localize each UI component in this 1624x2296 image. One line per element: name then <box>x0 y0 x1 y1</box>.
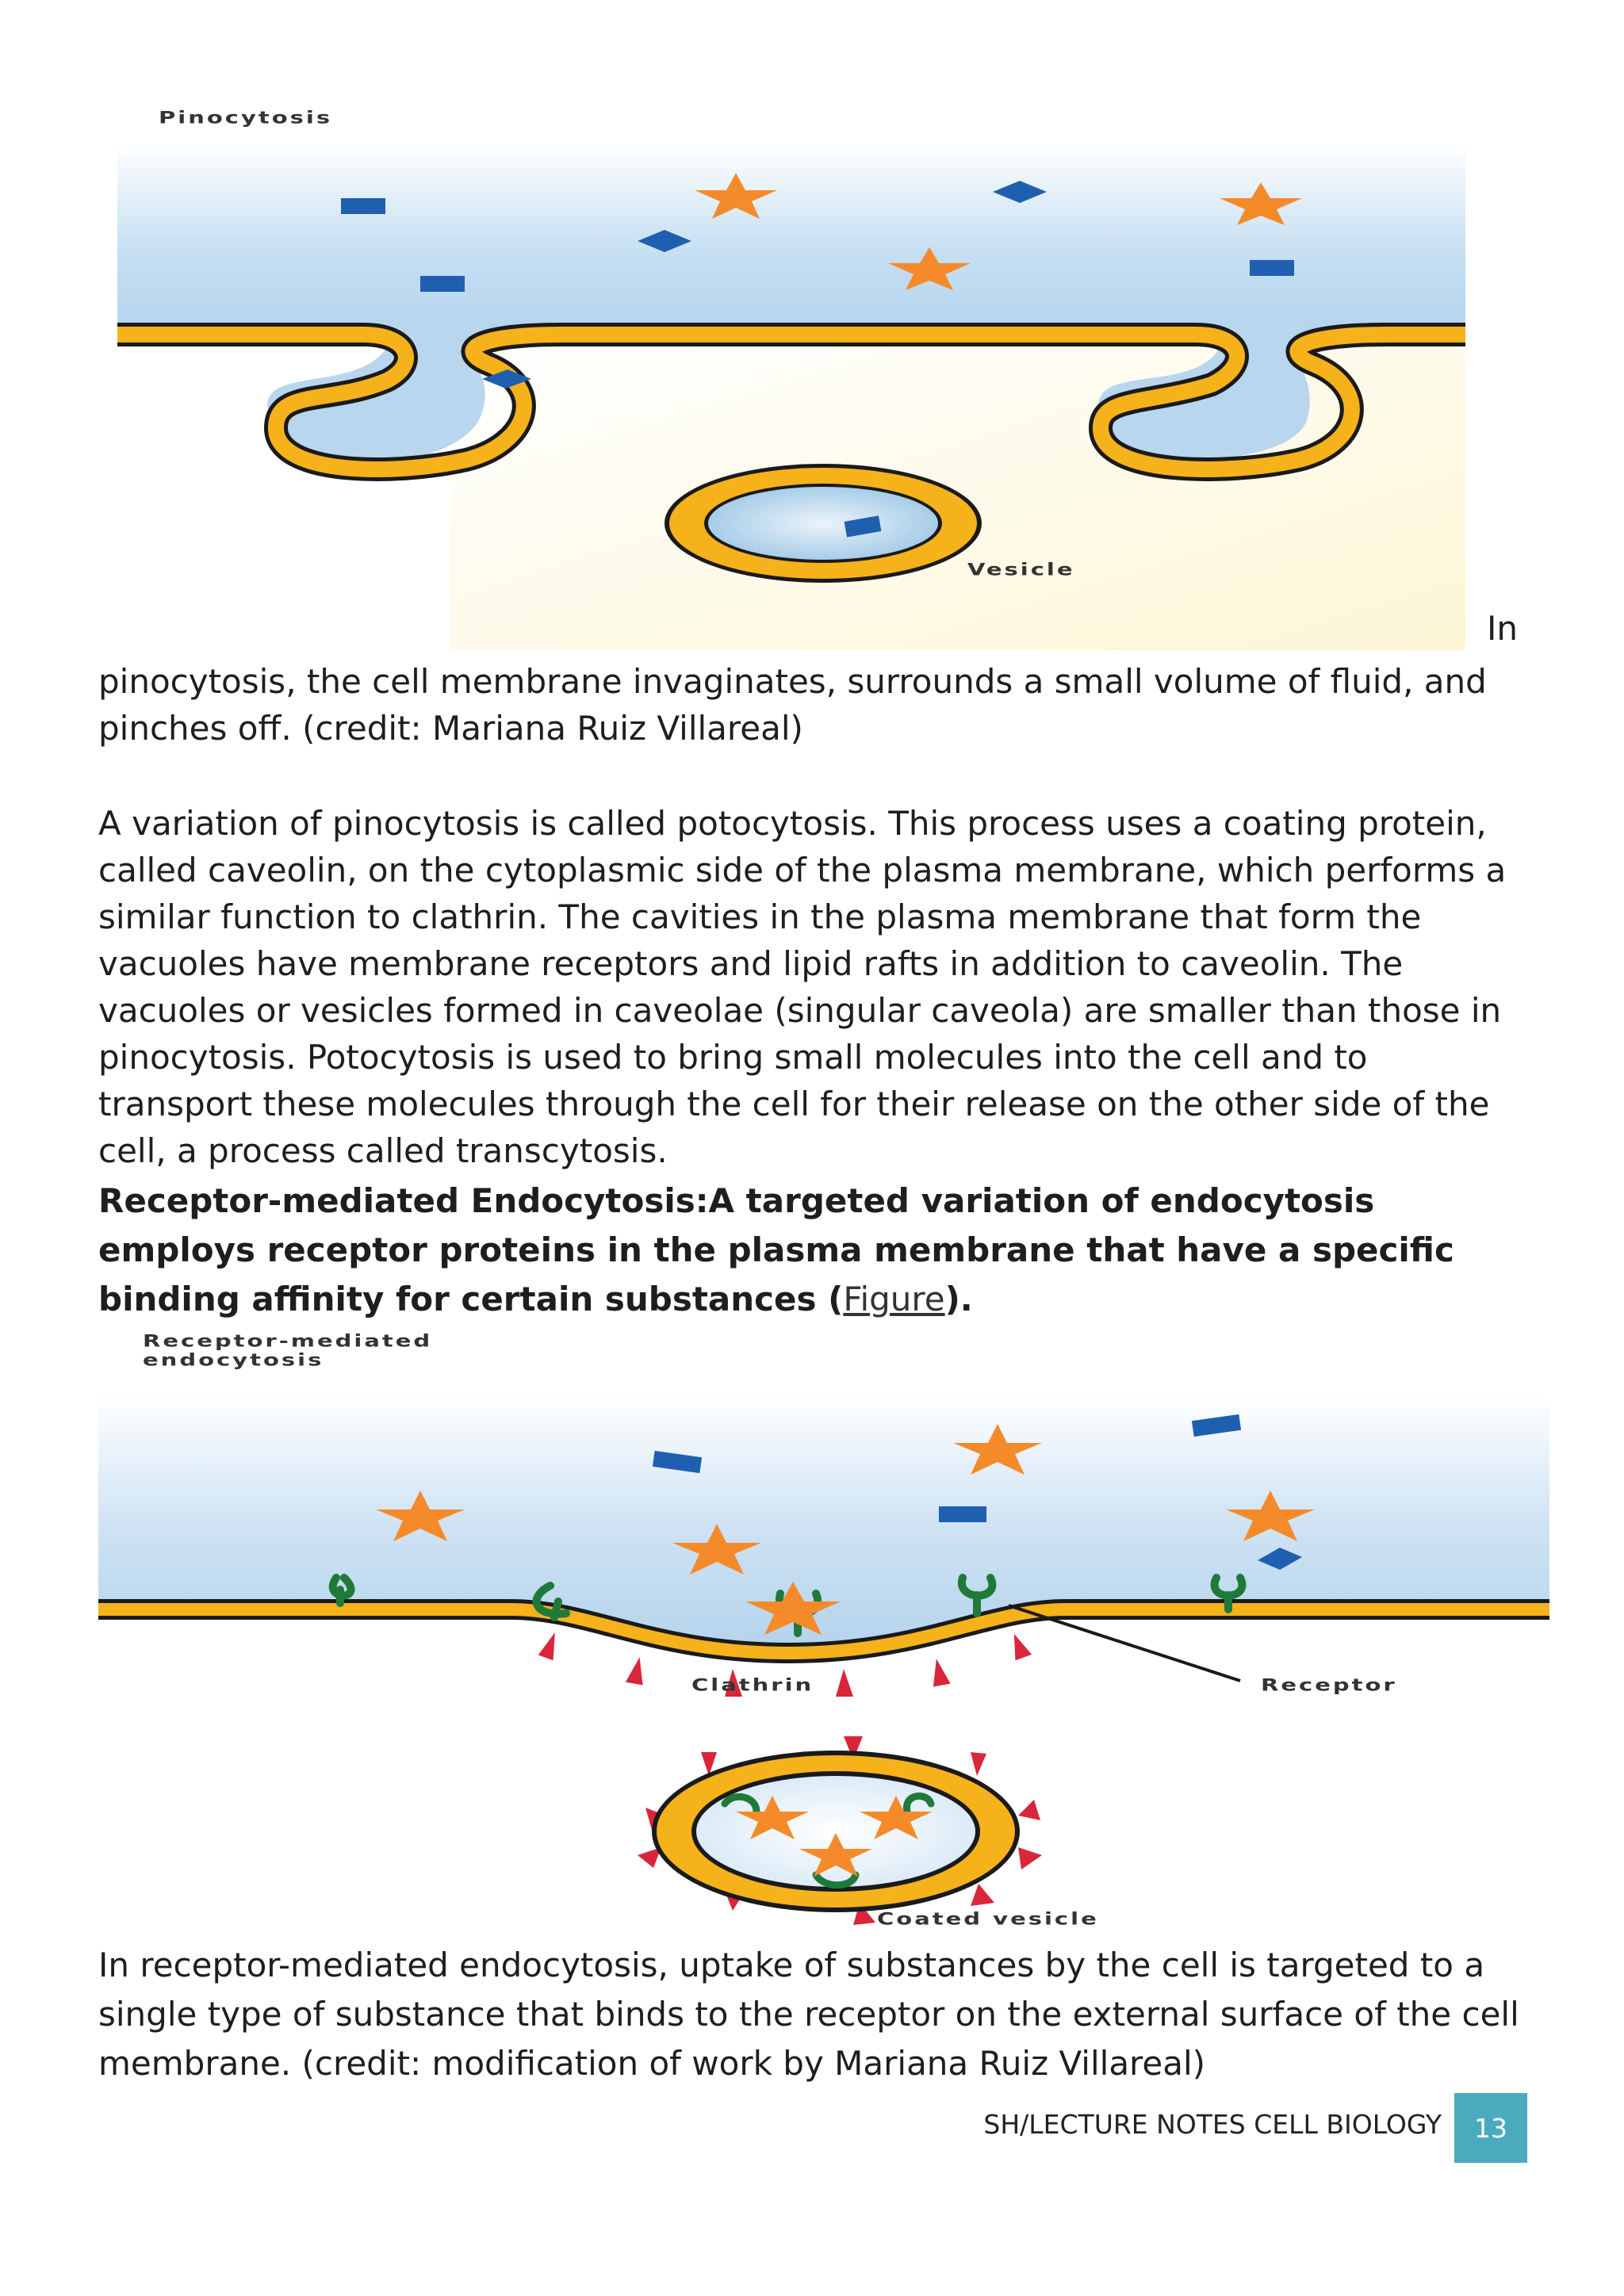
receptor-label: Receptor <box>1261 1675 1397 1695</box>
footer-text: SH/LECTURE NOTES CELL BIOLOGY <box>983 2109 1442 2140</box>
receptor-mediated-title <box>143 1332 432 1370</box>
receptor-mediated-paragraph <box>98 1177 1526 1324</box>
pinocytosis-caption: pinocytosis, the cell membrane invaginates, surrounds a small volume of fluid, and pinches off. (credit: Mariana Ruiz Villareal) <box>98 662 1487 748</box>
coated-vesicle <box>638 1736 1042 1925</box>
receptor-mediated-diagram <box>98 1348 1549 1934</box>
receptor-mediated-text: Receptor-mediated Endocytosis:A targeted variation of endocytosis employs receptor proteins in the plasma membrane that have a specific binding affinity for certain substances ( <box>98 1181 1454 1318</box>
vesicle-label: Vesicle <box>967 560 1075 580</box>
pinocytosis-diagram <box>117 127 1465 650</box>
receptor-mediated-title-line1: Receptor-mediated <box>143 1331 433 1351</box>
pinocytosis-title: Pinocytosis <box>159 108 333 128</box>
caption1-lead: In <box>1486 609 1518 648</box>
extracellular-fluid <box>117 143 1465 341</box>
coated-vesicle-label: Coated vesicle <box>877 1909 1099 1929</box>
page-number-badge: 13 <box>1454 2093 1527 2163</box>
pinocytic-vesicle <box>665 464 982 583</box>
receptor-mediated-figure <box>98 1331 1549 1934</box>
pinocytosis-figure <box>117 108 1465 650</box>
figure-link[interactable]: Figure <box>843 1280 945 1318</box>
potocytosis-paragraph: A variation of pinocytosis is called potocytosis. This process uses a coating protein, called caveolin, on the cytoplasmic side of the plasma membrane, which performs a similar function to clathrin. The cavities in the plasma membrane that form the vacuoles have membrane receptors and lipid rafts in addition to caveolin. The vacuoles or vesicles formed in caveolae (singular caveola) are smaller than those in pinocytosis. Potocytosis is used to bring small molecules into the cell and to transport these molecules through the cell for their release on the other side of the cell, a process called transcytosis. <box>98 804 1507 1170</box>
clathrin-label: Clathrin <box>691 1675 814 1695</box>
receptor-mediated-tail: ). <box>944 1280 973 1318</box>
receptor-mediated-caption: In receptor-mediated endocytosis, uptake of substances by the cell is targeted to a single type of substance that binds to the receptor on the external surface of the cell membrane. (credit: modification of work by Mariana Ruiz Villareal) <box>98 1946 1519 2083</box>
receptor-mediated-title-line2: endocytosis <box>143 1350 324 1370</box>
